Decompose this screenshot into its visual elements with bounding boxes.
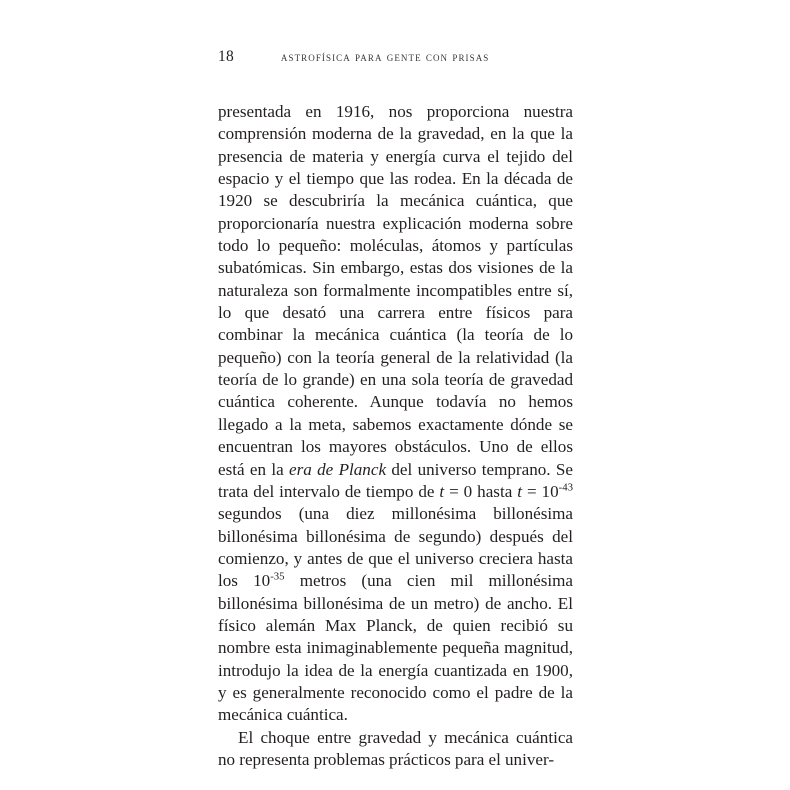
math-variable: t [517,481,522,501]
running-title: astrofísica para gente con prisas [280,50,490,64]
paragraph: presentada en 1916, nos proporciona nuestra comprensión moderna de la gravedad, en la que la presencia de materia y energía curva el tejido del espacio y el tiempo que las rodea. En la década de 1920 se descubriría la mecánica cuántica, que proporcionaría nuestra explicación moderna sobre todo lo pequeño: moléculas, átomos y partículas subatómicas. Sin embargo, estas dos visiones de la naturaleza son formalmente incompatibles entre sí, lo que desató una carrera entre físicos para combinar la mecánica cuántica (la teoría de lo pequeño) con la teoría general de la relatividad (la teoría de lo grande) en una sola teoría de gravedad cuántica coherente. Aunque todavía no hemos llegado a la meta, sabemos exactamente dónde se encuentran los mayores obstáculos. Uno de ellos está en la era de Planck del universo temprano. Se trata del intervalo de tiempo de t = 0 hasta $t = 10^{-43}$ segundos (una diez millonésima billonésima billonésima billonésima de segundo) después del comienzo, y antes de que el universo creciera hasta los $10^{-35}$ metros (una cien mil millonésima billonésima billonésima de un metro) de ancho. El físico alemán Max Planck, de quien recibió su nombre esta inimaginablemente pequeña magnitud, introdujo la idea de la energía cuantizada en 1900, y es generalmente reconocido como el padre de la mecánica cuántica. [218,102,573,725]
running-header [218,48,574,68]
text-block [218,101,573,771]
math-variable: t [439,481,445,501]
page-number: 18 [218,48,234,65]
italic-phrase: era de Planck [289,459,387,479]
exponent: -35 [270,570,285,583]
exponent: -43 [558,481,573,494]
paragraph: El choque entre gravedad y mecánica cuántica no representa problemas prácticos para el univer- [218,727,573,769]
